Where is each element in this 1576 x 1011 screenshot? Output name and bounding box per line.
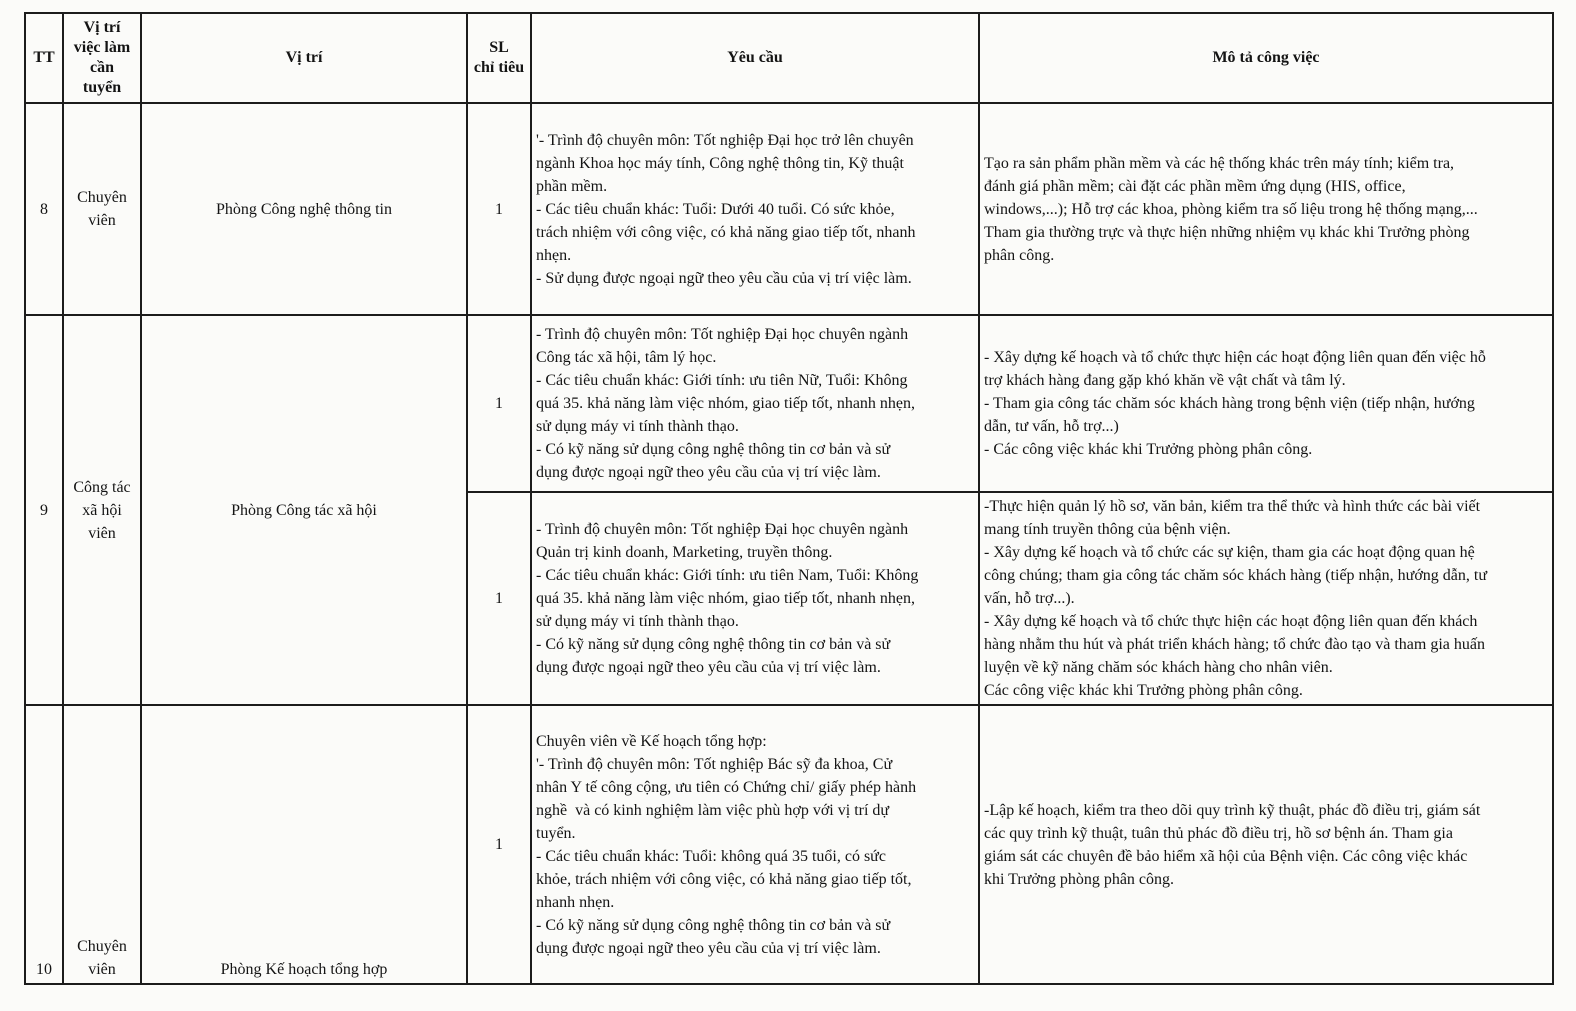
quantity: 1 — [467, 492, 531, 705]
job-title: Công tác xã hội viên — [63, 315, 141, 705]
quantity: 1 — [467, 315, 531, 492]
job-description: - Xây dựng kế hoạch và tổ chức thực hiện các hoạt động liên quan đến việc hỗ trợ khách hàng đang gặp khó khăn về vật chất và tâm lý. - Tham gia công tác chăm sóc khách hàng trong bệnh viện (tiếp nhận, hướng dẫn, tư vấn, hỗ trợ...) - Các công việc khác khi Trưởng phòng phân công. — [979, 315, 1553, 492]
requirements: '- Trình độ chuyên môn: Tốt nghiệp Đại học trở lên chuyên ngành Khoa học máy tính, Công nghệ thông tin, Kỹ thuật phần mềm. - Các tiêu chuẩn khác: Tuổi: Dưới 40 tuổi. Có sức khỏe, trách nhiệm với công việc, có khả năng giao tiếp tốt, nhanh nhẹn. - Sử dụng được ngoại ngữ theo yêu cầu của vị trí việc làm. — [531, 103, 979, 315]
department: Phòng Công tác xã hội — [141, 315, 467, 705]
job-description: Tạo ra sản phẩm phần mềm và các hệ thống khác trên máy tính; kiểm tra, đánh giá phần mềm; cài đặt các phần mềm ứng dụng (HIS, office, windows,...); Hỗ trợ các khoa, phòng kiểm tra số liệu trong hệ thống mạng,... Tham gia thường trực và thực hiện những nhiệm vụ khác khi Trưởng phòng phân công. — [979, 103, 1553, 315]
job-title: Chuyên viên — [63, 103, 141, 315]
table-row — [25, 705, 1553, 984]
recruitment-table — [24, 12, 1554, 985]
department: Phòng Công nghệ thông tin — [141, 103, 467, 315]
table-row — [25, 315, 1553, 492]
quantity: 1 — [467, 103, 531, 315]
header-row — [25, 13, 1553, 103]
row-number: 10 — [25, 705, 63, 984]
quantity: 1 — [467, 705, 531, 984]
header-job-position: Vị trí việc làm cần tuyển — [63, 13, 141, 103]
header-quantity: SL chỉ tiêu — [467, 13, 531, 103]
header-tt: TT — [25, 13, 63, 103]
requirements: - Trình độ chuyên môn: Tốt nghiệp Đại học chuyên ngành Công tác xã hội, tâm lý học. - Các tiêu chuẩn khác: Giới tính: ưu tiên Nữ, Tuổi: Không quá 35. khả năng làm việc nhóm, giao tiếp tốt, nhanh nhẹn, sử dụng máy vi tính thành thạo. - Có kỹ năng sử dụng công nghệ thông tin cơ bản và sử dụng được ngoại ngữ theo yêu cầu của vị trí việc làm. — [531, 315, 979, 492]
header-description: Mô tả công việc — [979, 13, 1553, 103]
requirements: Chuyên viên về Kế hoạch tổng hợp: '- Trình độ chuyên môn: Tốt nghiệp Bác sỹ đa khoa, Cử nhân Y tế công cộng, ưu tiên có Chứng chỉ/ giấy phép hành nghề và có kinh nghiệm làm việc phù hợp với vị trí dự tuyển. - Các tiêu chuẩn khác: Tuổi: không quá 35 tuổi, có sức khỏe, trách nhiệm với công việc, có khả năng giao tiếp tốt, nhanh nhẹn. - Có kỹ năng sử dụng công nghệ thông tin cơ bản và sử dụng được ngoại ngữ theo yêu cầu của vị trí việc làm. — [531, 705, 979, 984]
department: Phòng Kế hoạch tổng hợp — [141, 705, 467, 984]
table-row — [25, 103, 1553, 315]
header-requirements: Yêu cầu — [531, 13, 979, 103]
job-description: -Lập kế hoạch, kiểm tra theo dõi quy trình kỹ thuật, phác đồ điều trị, giám sát các quy trình kỹ thuật, tuân thủ phác đồ điều trị, hồ sơ bệnh án. Tham gia giám sát các chuyên đề bảo hiểm xã hội của Bệnh viện. Các công việc khác khi Trưởng phòng phân công. — [979, 705, 1553, 984]
requirements: - Trình độ chuyên môn: Tốt nghiệp Đại học chuyên ngành Quản trị kinh doanh, Marketing, truyền thông. - Các tiêu chuẩn khác: Giới tính: ưu tiên Nam, Tuổi: Không quá 35. khả năng làm việc nhóm, giao tiếp tốt, nhanh nhẹn, sử dụng máy vi tính thành thạo. - Có kỹ năng sử dụng công nghệ thông tin cơ bản và sử dụng được ngoại ngữ theo yêu cầu của vị trí việc làm. — [531, 492, 979, 705]
job-description: -Thực hiện quản lý hồ sơ, văn bản, kiểm tra thể thức và hình thức các bài viết mang tính truyền thông của bệnh viện. - Xây dựng kế hoạch và tổ chức các sự kiện, tham gia các hoạt động quan hệ công chúng; tham gia công tác chăm sóc khách hàng (tiếp nhận, hướng dẫn, tư vấn, hỗ trợ...). - Xây dựng kế hoạch và tổ chức thực hiện các hoạt động liên quan đến khách hàng nhằm thu hút và phát triển khách hàng; tổ chức đào tạo và tham gia huấn luyện về kỹ năng chăm sóc khách hàng cho nhân viên. Các công việc khác khi Trưởng phòng phân công. — [979, 492, 1553, 705]
job-title: Chuyên viên — [63, 705, 141, 984]
row-number: 9 — [25, 315, 63, 705]
row-number: 8 — [25, 103, 63, 315]
header-department: Vị trí — [141, 13, 467, 103]
